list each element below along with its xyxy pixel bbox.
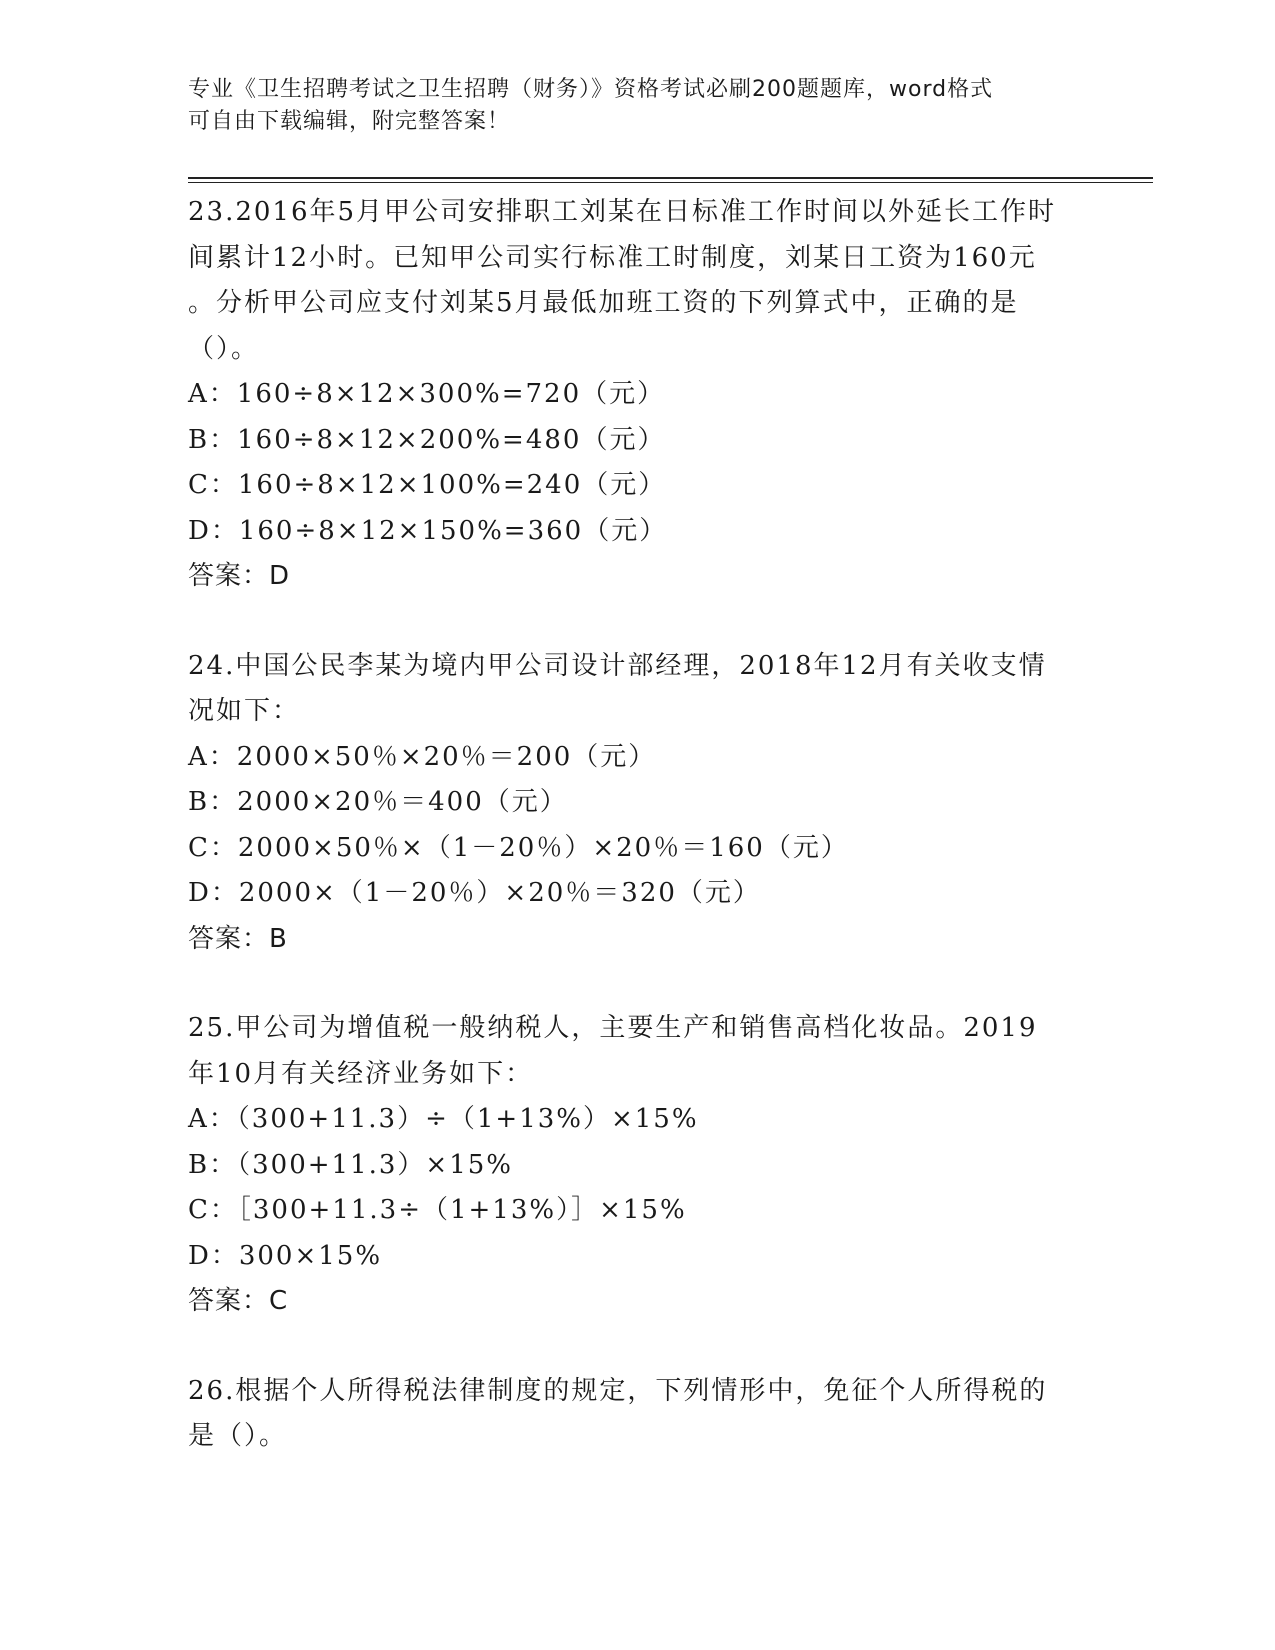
header-rule [188, 177, 1153, 179]
option-c: C：160÷8×12×100%=240（元） [188, 470, 667, 500]
option-b: B：（300+11.3）×15% [188, 1149, 513, 1180]
question-24 [188, 644, 1088, 963]
question-text-line: 况如下： [188, 696, 301, 726]
question-text-line: 24.中国公民李某为境内甲公司设计部经理，2018年12月有关收支情 [188, 650, 1047, 681]
question-text-line: 间累计12小时。已知甲公司实行标准工时制度，刘某日工资为160元 [188, 242, 1037, 273]
question-23 [188, 190, 1088, 600]
question-26 [188, 1369, 1088, 1460]
option-d: D：160÷8×12×150%=360（元） [188, 515, 668, 546]
option-c: C：［300+11.3÷（1+13%）］×15% [188, 1195, 687, 1225]
question-25 [188, 1006, 1088, 1325]
question-text-line: 。分析甲公司应支付刘某5月最低加班工资的下列算式中，正确的是 [188, 288, 1019, 318]
header-line: 可自由下载编辑，附完整答案！ [188, 109, 511, 134]
question-text-line: 是（）。 [188, 1421, 288, 1451]
question-text-line: （）。 [188, 333, 260, 364]
header-rule-thin [188, 182, 1153, 183]
option-d: D：2000×（1－20％）×20％＝320（元） [188, 878, 761, 908]
option-d: D：300×15% [188, 1240, 383, 1271]
option-a: A：2000×50％×20％＝200（元） [188, 741, 657, 772]
answer: 答案：B [188, 923, 288, 954]
option-c: C：2000×50％×（1－20％）×20％＝160（元） [188, 832, 849, 863]
option-b: B：2000×20％＝400（元） [188, 787, 568, 817]
answer: 答案：D [188, 561, 291, 591]
question-text-line: 23.2016年5月甲公司安排职工刘某在日标准工作时间以外延长工作时 [188, 197, 1057, 227]
option-b: B：160÷8×12×200%=480（元） [188, 424, 666, 455]
question-list [188, 190, 1088, 1460]
option-a: A：（300+11.3）÷（1+13%）×15% [188, 1104, 699, 1134]
question-text-line: 25.甲公司为增值税一般纳税人，主要生产和销售高档化妆品。2019 [188, 1013, 1038, 1043]
question-text-line: 26.根据个人所得税法律制度的规定，下列情形中，免征个人所得税的 [188, 1375, 1048, 1406]
question-text-line: 年10月有关经济业务如下： [188, 1058, 534, 1089]
page-header [188, 74, 1088, 138]
header-line: 专业《卫生招聘考试之卫生招聘（财务）》资格考试必刷200题题库，word格式 [188, 77, 994, 102]
option-a: A：160÷8×12×300%=720（元） [188, 379, 666, 409]
answer: 答案：C [188, 1286, 289, 1316]
